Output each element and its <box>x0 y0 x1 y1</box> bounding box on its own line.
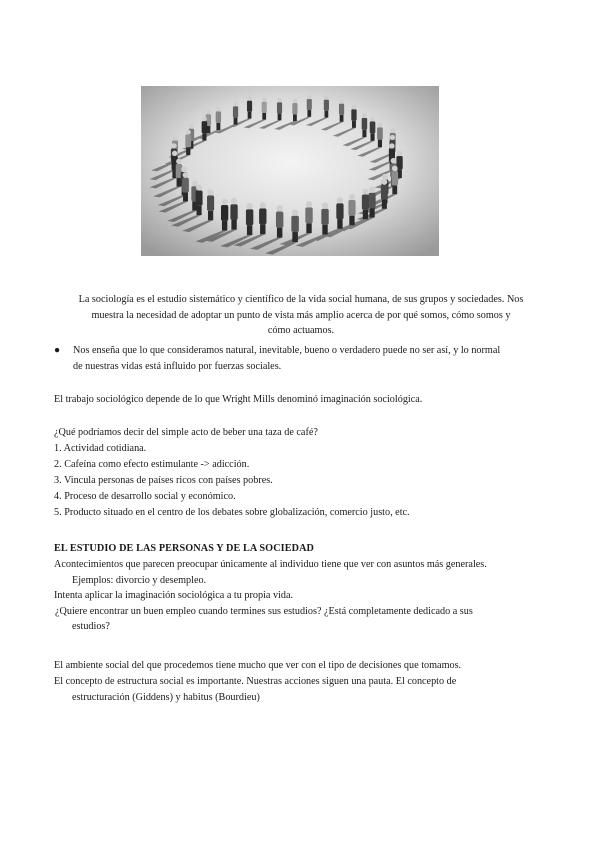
person-figure <box>277 98 282 120</box>
bullet-item <box>54 343 544 374</box>
list-item: 1. Actividad cotidiana. <box>54 443 147 454</box>
social-environment-paragraph: El ambiente social del que procedemos tiene mucho que ver con el tipo de decisiones que tomamos. <box>54 660 462 671</box>
person-figure <box>339 99 344 122</box>
coffee-list <box>54 441 544 521</box>
section-line-1: Acontecimientos que parecen preocupar únicamente al individuo tiene que ver con asuntos más generales. <box>54 559 487 570</box>
person-figure <box>391 166 398 195</box>
person-figure <box>348 194 355 225</box>
list-item: 4. Proceso de desarrollo social y económico. <box>54 491 236 502</box>
social-structure-line-2: estructuración (Giddens) y habitus (Bourdieu) <box>72 691 260 703</box>
section-heading: EL ESTUDIO DE LAS PERSONAS Y DE LA SOCIEDAD <box>54 543 314 554</box>
person-figure <box>259 202 266 234</box>
section-line-3: Intenta aplicar la imaginación sociológica a tu propia vida. <box>54 590 294 601</box>
section-body <box>54 557 544 635</box>
person-figure <box>370 117 376 141</box>
person-figure <box>336 197 343 229</box>
list-item: 5. Producto situado en el centro de los debates sobre globalización, comercio justo, etc. <box>54 507 410 518</box>
wright-mills-paragraph: El trabajo sociológico depende de lo que Wright Mills denominó imaginación sociológica. <box>54 394 423 405</box>
person-figure <box>292 99 297 122</box>
section-question <box>54 604 544 635</box>
person-figure <box>202 116 208 140</box>
person-figure <box>276 205 283 237</box>
person-figure <box>221 199 228 231</box>
list-item: 2. Cafeína como efecto estimulante -> adicción. <box>54 459 250 470</box>
person-figure <box>291 209 299 242</box>
person-figure <box>247 96 252 118</box>
person-figure <box>182 172 189 201</box>
intro-paragraph <box>58 292 544 339</box>
list-item: 3. Vincula personas de países ricos con países pobres. <box>54 475 273 486</box>
intro-line-2: muestra la necesidad de adoptar un punto de vista más amplio acerca de por qué somos, cómo somos y <box>91 309 511 321</box>
people-circle-image <box>141 86 439 256</box>
person-figure <box>369 187 376 218</box>
intro-line-3: cómo actuamos. <box>267 325 335 336</box>
person-figure <box>246 203 253 235</box>
coffee-question: ¿Qué podríamos decir del simple acto de beber una taza de café? <box>54 427 318 438</box>
person-figure <box>233 102 238 125</box>
person-figure <box>321 202 328 234</box>
person-figure <box>305 201 312 233</box>
person-figure <box>362 188 369 219</box>
intro-line-1: La sociología es el estudio sistemático y científico de la vida social humana, de sus grupos y sociedades. Nos <box>78 294 524 305</box>
section-examples: Ejemplos: divorcio y desempleo. <box>72 574 207 586</box>
person-figure <box>185 130 191 155</box>
bullet-dot-icon: ● <box>54 345 61 356</box>
bullet-line-1: Nos enseña que lo que consideramos natural, inevitable, bueno o verdadero puede no ser así, y lo normal <box>73 345 501 356</box>
section-question-part-1: ¿Quiere encontrar un buen empleo cuando termines sus estudios? ¿Está completamente dedicado a sus <box>55 605 473 617</box>
person-figure <box>351 105 356 128</box>
person-figure <box>207 189 214 220</box>
bullet-line-2: de nuestras vidas está influido por fuerzas sociales. <box>73 360 282 372</box>
person-figure <box>196 185 203 215</box>
social-structure-paragraph <box>54 674 544 705</box>
person-figure <box>377 122 383 147</box>
person-figure <box>262 97 267 119</box>
person-figure <box>381 179 388 209</box>
person-figure <box>362 113 367 137</box>
person-figure <box>307 95 312 117</box>
people-circle-illustration <box>141 86 439 256</box>
person-figure <box>216 107 221 130</box>
person-figure <box>230 198 237 230</box>
person-figure <box>324 95 329 117</box>
social-structure-line-1: El concepto de estructura social es importante. Nuestras acciones siguen una pauta. El concepto de <box>54 676 457 687</box>
section-question-part-2: estudios? <box>72 621 110 632</box>
